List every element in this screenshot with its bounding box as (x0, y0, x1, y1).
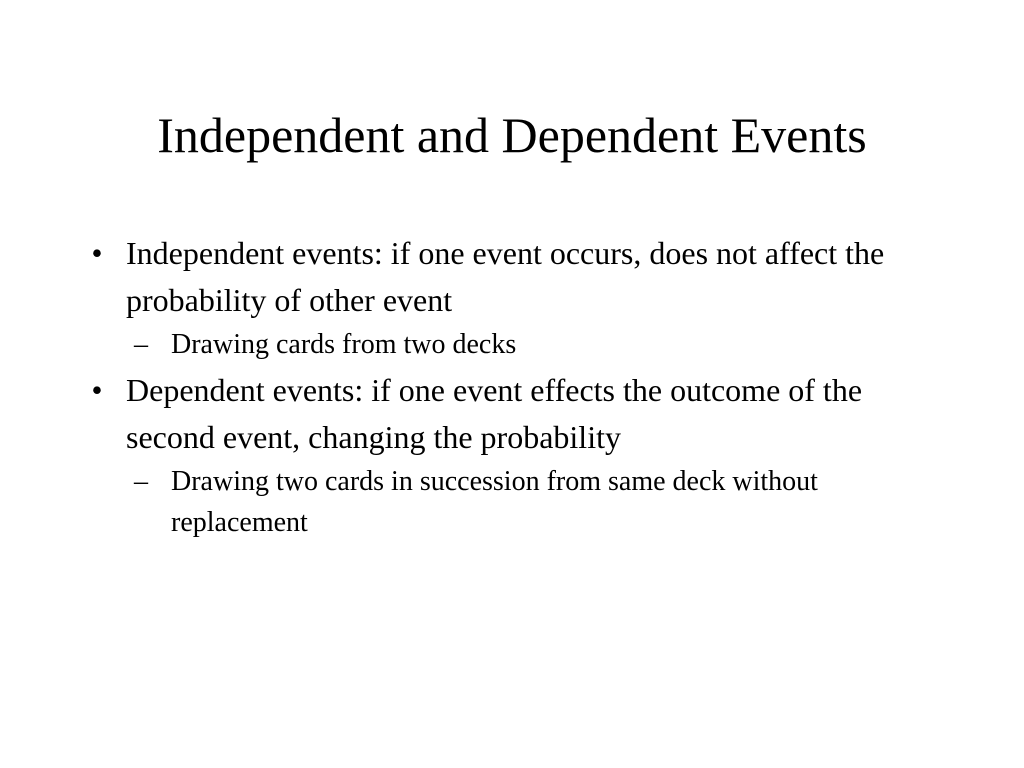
sub-bullet-marker: – (134, 466, 148, 497)
slide-title: Independent and Dependent Events (157, 107, 867, 163)
bullet-dependent-events (82, 367, 942, 461)
sub-bullet-two-decks (82, 324, 942, 365)
sub-bullet-text: Drawing cards from two decks (171, 329, 517, 360)
sub-bullet-marker: – (134, 329, 148, 360)
bullet-text: Dependent events: if one event effects the outcome of the second event, changing the probability (126, 372, 863, 455)
slide-body (82, 230, 942, 543)
bullet-marker: • (91, 235, 103, 271)
bullet-independent-events (82, 230, 942, 324)
sub-bullet-text: Drawing two cards in succession from same deck without replacement (171, 466, 818, 538)
sub-bullet-same-deck (82, 461, 942, 543)
bullet-marker: • (91, 372, 103, 408)
bullet-text: Independent events: if one event occurs, does not affect the probability of other event (126, 235, 885, 318)
